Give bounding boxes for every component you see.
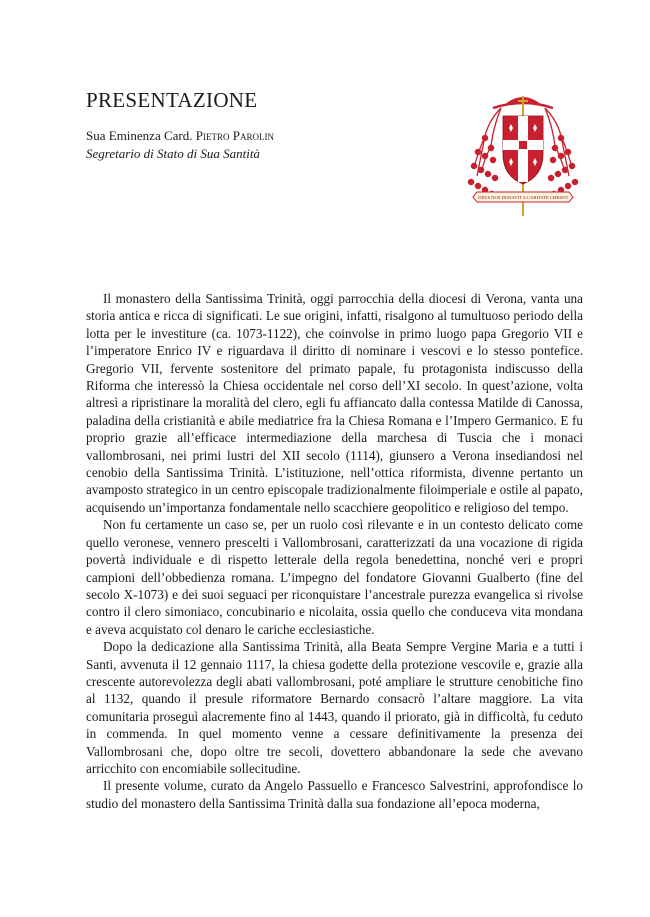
presentation-body	[86, 290, 583, 812]
paragraph: Non fu certamente un caso se, per un ruolo così rilevante e in un contesto delicato come quello veronese, vennero prescelti i Vallombrosani, caratterizzati da una vocazione di rigida povertà individuale e di rispetto letterale della regola benedettina, nonché veri e propri campioni dell’obbedienza romana. L’impegno del fondatore Giovanni Gualberto (fine del secolo X-1073) e dei suoi seguaci per riconquistare l’ancestrale purezza evangelica si rivolse contro il clero simoniaco, concubinario e nicolaita, ossia quello che conduceva vita mondana e aveva acquistato col denaro le cariche ecclesiastiche.	[86, 517, 583, 637]
coat-of-arms	[463, 84, 583, 220]
motto-text: DEUS NOS DONAVIT A CARITATE CHRISTI	[478, 195, 568, 201]
page-title: PRESENTAZIONE	[86, 88, 258, 112]
author-prefix: Sua Eminenza Card.	[86, 128, 193, 143]
author-role: Segretario di Stato di Sua Santità	[86, 146, 260, 161]
tassels-left	[468, 108, 501, 201]
author-line	[86, 127, 274, 144]
shield	[503, 116, 543, 184]
motto-scroll	[473, 192, 573, 202]
tassels-right	[544, 108, 577, 201]
author-name: Pietro Parolin	[195, 128, 274, 143]
paragraph: Il monastero della Santissima Trinità, oggi parrocchia della diocesi di Verona, vanta una storia antica e ricca di significati. Le sue origini, infatti, risalgono al tumultuoso periodo della lotta per le investiture (ca. 1073-1122), che coinvolse in primo luogo papa Gregorio VII e l’imperatore Enrico IV e riguardava il diritto di nominare i vescovi e lo stesso pontefice. Gregorio VII, fervente sostenitore del primato papale, fu protagonista indiscusso della Riforma che interessò la Chiesa occidentale nel corso dell’XI secolo. In quest’azione, volta altresì a ripristinare la moralità del clero, egli fu affiancato dalla contessa Matilde di Canossa, paladina della cristianità e abile mediatrice fra la Chiesa Romana e l’Impero Germanico. E fu proprio grazie all’efficace intermediazione della marchesa di Tuscia che i monaci vallombrosani, nei primi lustri del XII secolo (1114), giunsero a Verona insediandosi nel cenobio della Santissima Trinità. L’istituzione, nell’ottica riformista, divenne pertanto un avamposto strategico in un centro episcopale tradizionalmente filoimperiale e ostile al papato, acquisendo un’importanza fondamentale nello scacchiere geopolitico e religioso del tempo.	[86, 291, 583, 515]
paragraph: Dopo la dedicazione alla Santissima Trinità, alla Beata Sempre Vergine Maria e a tutti i Santi, avvenuta il 12 gennaio 1117, la chiesa godette della protezione vescovile e, grazie alla crescente autorevolezza degli abati vallombrosani, poté ampliare le strutture cenobitiche fino al 1132, quando il presule riformatore Bernardo consacrò l’altare maggiore. La vita comunitaria proseguì alacremente fino al 1443, quando il priorato, già in difficoltà, fu ceduto in commenda. In quel momento venne a cessare definitivamente la presenza dei Vallombrosani che, dopo oltre tre secoli, dovettero abbandonare la sede che avevano arricchito con encomiabile sollecitudine.	[86, 639, 583, 776]
paragraph: Il presente volume, curato da Angelo Passuello e Francesco Salvestrini, approfondisce lo studio del monastero della Santissima Trinità dalla sua fondazione all’epoca moderna,	[86, 778, 583, 811]
